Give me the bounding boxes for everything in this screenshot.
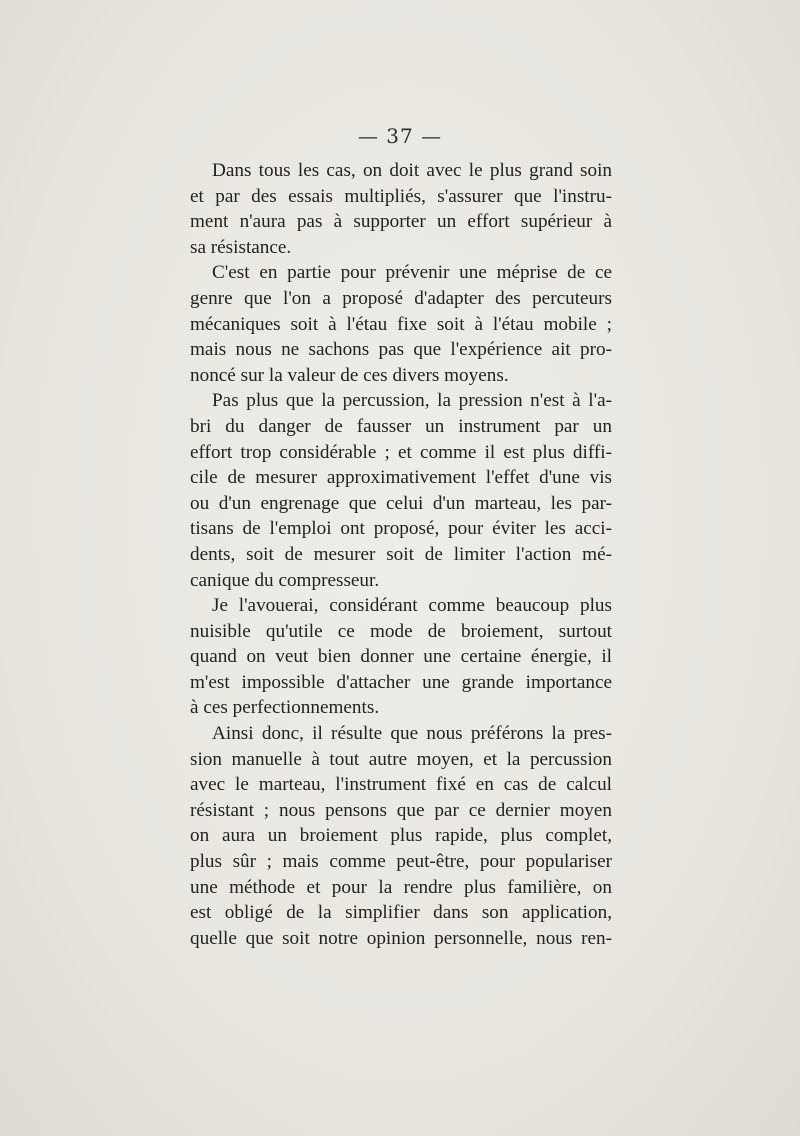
text-line: effort trop considérable ; et comme il est plus diffi- bbox=[190, 441, 612, 463]
paragraph-4 bbox=[190, 593, 612, 721]
text-line: mais nous ne sachons pas que l'expérience ait pro- bbox=[190, 339, 612, 361]
text-line: Je l'avouerai, considérant comme beaucoup plus bbox=[212, 595, 612, 617]
text-line: une méthode et pour la rendre plus familière, on bbox=[190, 876, 612, 898]
text-line: canique du compresseur. bbox=[190, 569, 380, 591]
text-line: et par des essais multipliés, s'assurer que l'instru- bbox=[190, 185, 612, 207]
text-line: quand on veut bien donner une certaine énergie, il bbox=[190, 646, 612, 668]
page-number: — 37 — bbox=[357, 124, 443, 148]
text-line: Dans tous les cas, on doit avec le plus grand soin bbox=[212, 160, 612, 181]
text-line: est obligé de la simplifier dans son application, bbox=[190, 902, 612, 924]
text-line: nuisible qu'utile ce mode de broiement, surtout bbox=[190, 620, 612, 642]
text-line: résistant ; nous pensons que par ce dernier moyen bbox=[190, 799, 612, 821]
text-line: tisans de l'emploi ont proposé, pour éviter les acci- bbox=[190, 518, 612, 540]
text-line: ment n'aura pas à supporter un effort supérieur à bbox=[190, 211, 612, 233]
paragraph-3 bbox=[190, 388, 612, 593]
text-line: on aura un broiement plus rapide, plus complet, bbox=[190, 825, 612, 847]
body-text bbox=[190, 158, 612, 951]
text-line: ou d'un engrenage que celui d'un marteau, les par- bbox=[190, 492, 612, 514]
text-line: m'est impossible d'attacher une grande importance bbox=[190, 671, 612, 693]
text-line: Pas plus que la percussion, la pression n'est à l'a- bbox=[212, 390, 612, 412]
text-line: plus sûr ; mais comme peut-être, pour populariser bbox=[190, 851, 612, 873]
text-line: avec le marteau, l'instrument fixé en cas de calcul bbox=[190, 774, 612, 796]
paragraph-1 bbox=[190, 158, 612, 260]
text-line: sa résistance. bbox=[190, 236, 292, 258]
text-line: Ainsi donc, il résulte que nous préférons la pres- bbox=[212, 723, 612, 745]
text-line: bri du danger de fausser un instrument par un bbox=[190, 415, 612, 437]
text-line: mécaniques soit à l'étau fixe soit à l'étau mobile ; bbox=[190, 313, 612, 335]
text-line: cile de mesurer approximativement l'effet d'une vis bbox=[190, 467, 612, 489]
text-line: noncé sur la valeur de ces divers moyens. bbox=[190, 364, 509, 386]
paragraph-2 bbox=[190, 260, 612, 388]
text-line: à ces perfectionnements. bbox=[190, 697, 380, 719]
text-line: dents, soit de mesurer soit de limiter l'action mé- bbox=[190, 543, 612, 565]
paragraph-5 bbox=[190, 721, 612, 951]
text-line: sion manuelle à tout autre moyen, et la percussion bbox=[190, 748, 612, 770]
text-line: quelle que soit notre opinion personnelle, nous ren- bbox=[190, 927, 612, 949]
text-line: genre que l'on a proposé d'adapter des percuteurs bbox=[190, 287, 612, 309]
text-line: C'est en partie pour prévenir une méprise de ce bbox=[212, 262, 612, 284]
